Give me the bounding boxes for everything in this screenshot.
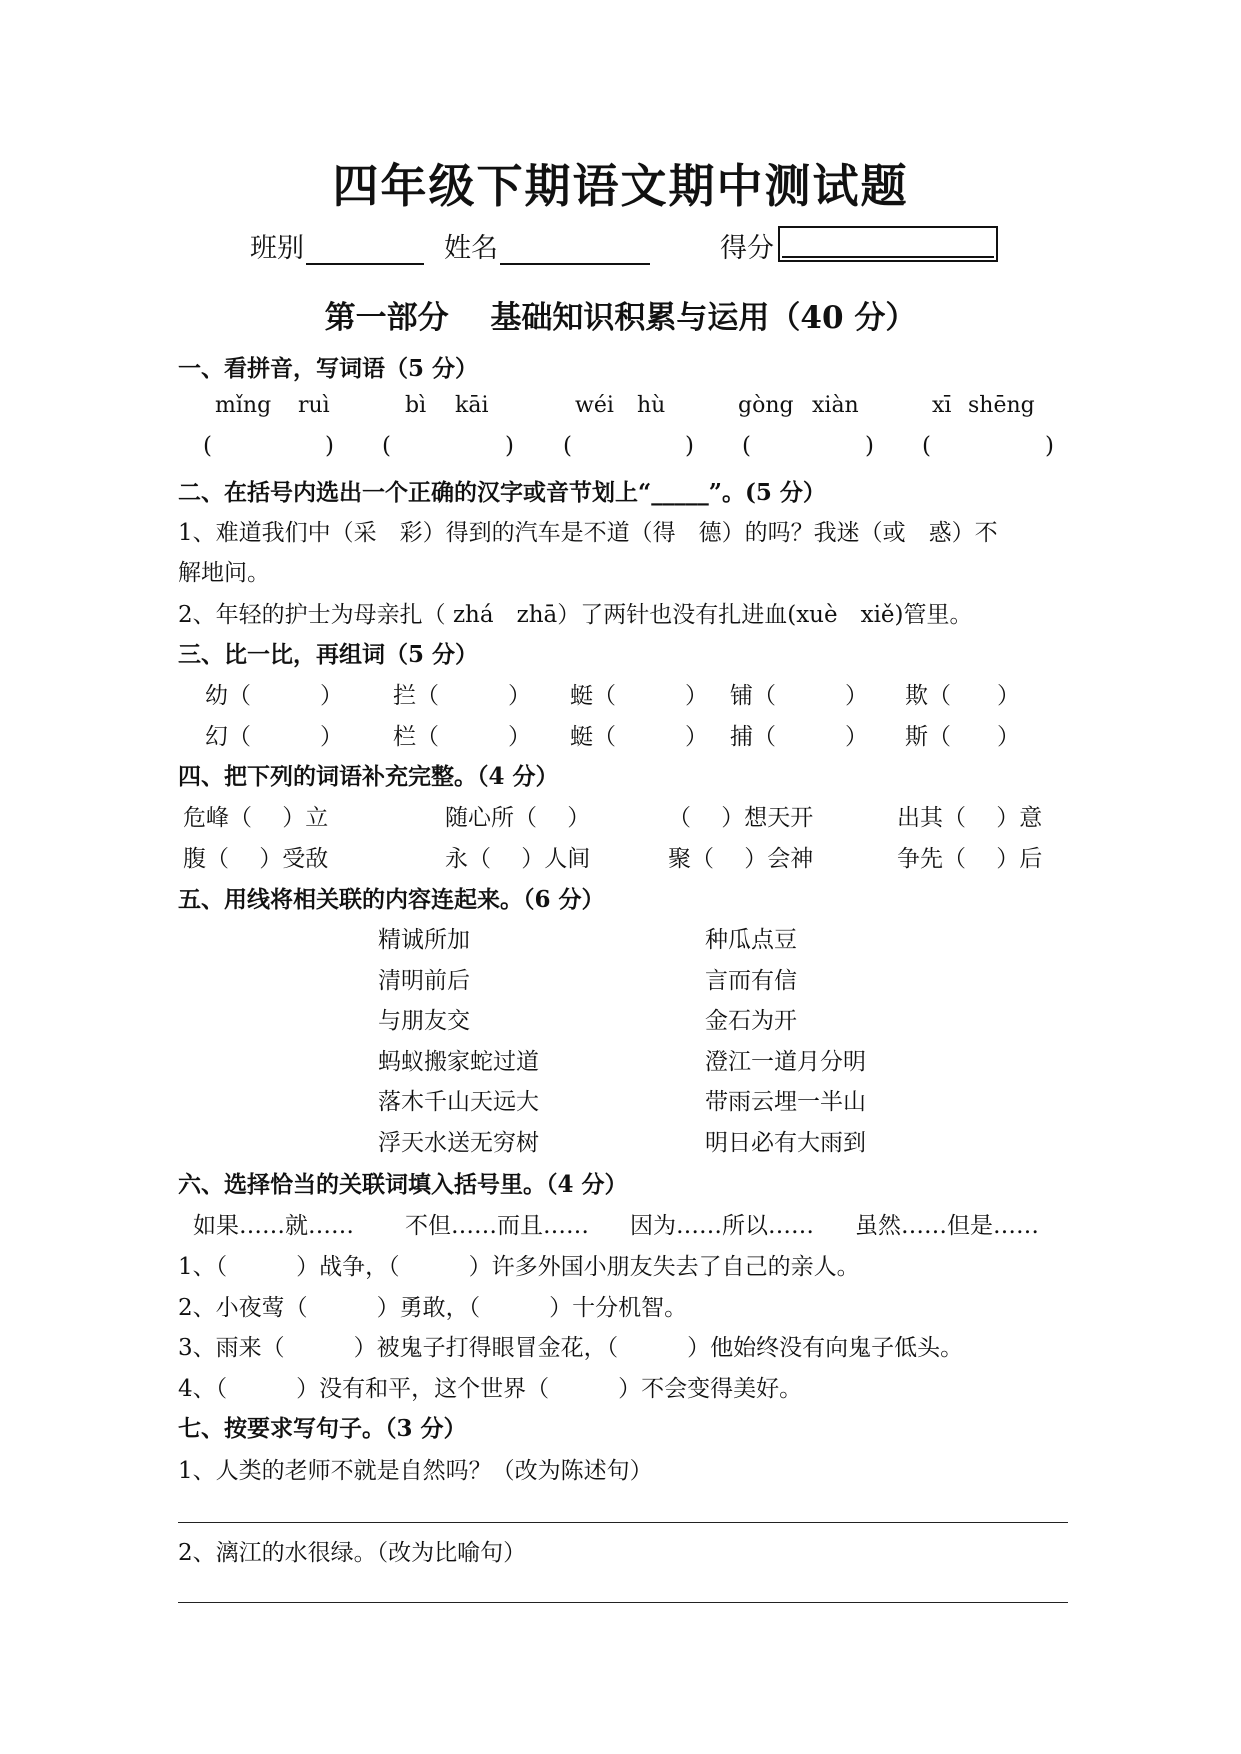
answer-paren-open: (: [203, 433, 212, 459]
answer-paren-open: (: [382, 433, 391, 459]
q6-line-1: 1、（ ）战争，（ ）许多外国小朋友失去了自己的亲人。: [178, 1254, 860, 1280]
name-field: [444, 226, 650, 265]
match-right-item: 带雨云埋一半山: [705, 1089, 866, 1115]
pinyin-5b: shēng: [968, 393, 1035, 418]
q2-line-1: 1、难道我们中（采 彩）得到的汽车是不道（得 德）的吗？我迷（或 惑）不: [178, 520, 998, 546]
q6-line-3: 3、雨来（ ）被鬼子打得眼冒金花，（ ）他始终没有向鬼子低头。: [178, 1335, 964, 1361]
q3-item: 栏（ ）: [393, 724, 531, 750]
pinyin-1a: mǐng: [215, 393, 272, 418]
match-left-item: 精诚所加: [378, 927, 470, 953]
match-left-item: 浮天水送无穷树: [378, 1130, 539, 1156]
part-one-heading: 第一部分 基础知识积累与运用（40 分）: [324, 300, 917, 336]
pinyin-4b: xiàn: [812, 393, 859, 418]
match-right-item: 澄江一道月分明: [705, 1049, 866, 1075]
q5-heading: 五、用线将相关联的内容连起来。（6 分）: [178, 886, 605, 913]
pinyin-3b: hù: [637, 393, 666, 418]
q4-item: 腹（ ）受敌: [183, 846, 329, 872]
q4-item: 永（ ）人间: [445, 846, 591, 872]
page-title: 四年级下期语文期中测试题: [332, 159, 909, 213]
q6-line-4: 4、（ ）没有和平，这个世界（ ）不会变得美好。: [178, 1376, 803, 1402]
conjunction-option: 如果……就……: [193, 1213, 354, 1239]
q3-item: 幻（ ）: [205, 724, 343, 750]
q6-line-2: 2、小夜莺（ ）勇敢，（ ）十分机智。: [178, 1295, 688, 1321]
q4-item: （ ）想天开: [668, 805, 814, 831]
answer-line-2[interactable]: [178, 1602, 1068, 1603]
q2-line-2: 2、年轻的护士为母亲扎（ zhá zhā）了两针也没有扎进血(xuè xiě)管里。: [178, 602, 973, 628]
answer-paren-open: (: [563, 433, 572, 459]
score-label: 得分: [720, 233, 774, 264]
conjunction-option: 因为……所以……: [630, 1213, 814, 1239]
q7-item-1: 1、人类的老师不就是自然吗？（改为陈述句）: [178, 1458, 653, 1484]
pinyin-2b: kāi: [455, 393, 489, 418]
class-blank[interactable]: [306, 237, 424, 265]
class-label: 班别: [250, 233, 304, 264]
q4-item: 随心所（ ）: [445, 805, 591, 831]
match-left-item: 与朋友交: [378, 1008, 470, 1034]
q3-item: 蜓（ ）: [570, 683, 708, 709]
answer-paren-open: (: [742, 433, 751, 459]
match-left-item: 清明前后: [378, 968, 470, 994]
q7-item-2: 2、漓江的水很绿。（改为比喻句）: [178, 1540, 527, 1566]
q2-heading: [178, 474, 826, 507]
q3-item: 欺（ ）: [905, 683, 1020, 709]
name-blank[interactable]: [500, 237, 650, 265]
match-right-item: 明日必有大雨到: [705, 1130, 866, 1156]
answer-paren-close: ): [325, 433, 334, 459]
q3-item: 拦（ ）: [393, 683, 531, 709]
conjunction-option: 不但……而且……: [405, 1213, 589, 1239]
q4-item: 出其（ ）意: [897, 805, 1043, 831]
q7-heading: 七、按要求写句子。（3 分）: [178, 1415, 467, 1442]
q1-heading: 一、看拼音，写词语（5 分）: [178, 355, 479, 382]
q3-heading: 三、比一比，再组词（5 分）: [178, 641, 479, 668]
match-right-item: 金石为开: [705, 1008, 797, 1034]
q4-heading: 四、把下列的词语补充完整。（4 分）: [178, 763, 559, 790]
answer-paren-close: ): [1045, 433, 1054, 459]
class-field: [250, 226, 424, 265]
answer-paren-close: ): [685, 433, 694, 459]
q2-heading-b: ”。(5 分）: [708, 479, 826, 506]
pinyin-5a: xī: [932, 393, 952, 418]
pinyin-3a: wéi: [575, 393, 614, 418]
match-left-item: 蚂蚁搬家蛇过道: [378, 1049, 539, 1075]
answer-paren-close: ): [865, 433, 874, 459]
q4-item: 危峰（ ）立: [183, 805, 329, 831]
q3-item: 蜓（ ）: [570, 724, 708, 750]
pinyin-2a: bì: [405, 393, 427, 418]
answer-line-1[interactable]: [178, 1522, 1068, 1523]
match-left-item: 落木千山天远大: [378, 1089, 539, 1115]
q3-item: 捕（ ）: [730, 724, 868, 750]
q4-item: 聚（ ）会神: [668, 846, 814, 872]
q2-heading-blank: _____: [651, 479, 709, 506]
answer-paren-open: (: [922, 433, 931, 459]
q6-heading: 六、选择恰当的关联词填入括号里。（4 分）: [178, 1171, 628, 1198]
q2-line-1-cont: 解地问。: [178, 560, 270, 586]
name-label: 姓名: [444, 233, 498, 264]
q3-item: 铺（ ）: [730, 683, 868, 709]
q2-heading-a: 二、在括号内选出一个正确的汉字或音节划上“: [178, 479, 652, 506]
pinyin-1b: ruì: [298, 393, 330, 418]
answer-paren-close: ): [505, 433, 514, 459]
q4-item: 争先（ ）后: [897, 846, 1043, 872]
pinyin-4a: gòng: [738, 393, 794, 418]
score-box[interactable]: [778, 226, 998, 262]
q3-item: 斯（ ）: [905, 724, 1020, 750]
match-right-item: 种瓜点豆: [705, 927, 797, 953]
conjunction-option: 虽然……但是……: [855, 1213, 1039, 1239]
match-right-item: 言而有信: [705, 968, 797, 994]
q3-item: 幼（ ）: [205, 683, 343, 709]
